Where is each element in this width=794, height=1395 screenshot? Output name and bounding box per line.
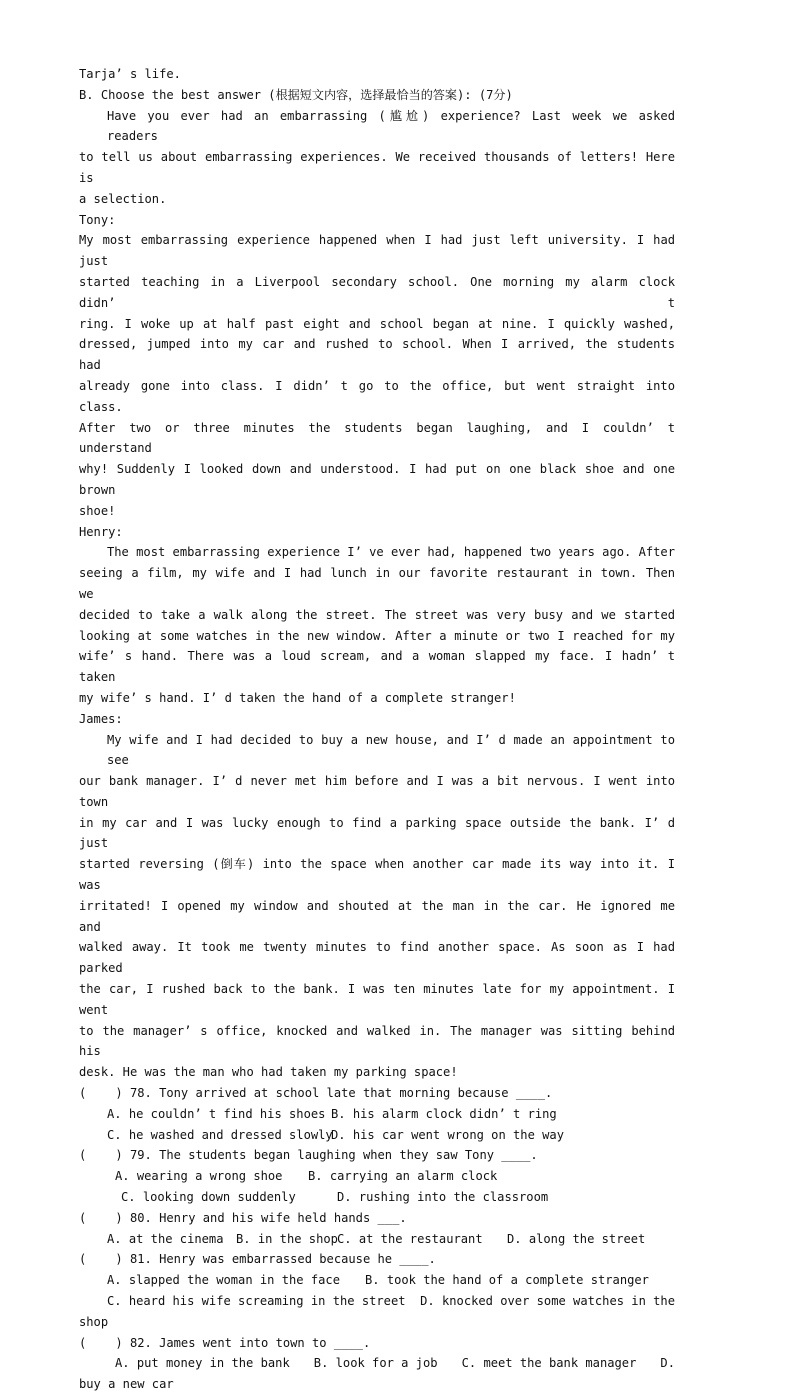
story-line: in my car and I was lucky enough to find a parking space outside the bank. I’ d just (79, 815, 675, 851)
option-a: A. wearing a wrong shoe (115, 1169, 283, 1184)
story-line: After two or three minutes the students began laughing, and I couldn’ t understand (79, 420, 675, 456)
option-d: D. along the street (507, 1231, 646, 1246)
option-row (79, 1104, 675, 1125)
option-b: B. carrying an alarm clock (308, 1169, 498, 1184)
option-a: A. slapped the woman in the face (107, 1273, 340, 1288)
option-a: A. at the cinema (107, 1231, 224, 1246)
story-line: wife’ s hand. There was a loud scream, and a woman slapped my face. I hadn’ t taken (79, 649, 675, 685)
option-c: C. at the restaurant (337, 1231, 483, 1246)
option-c: C. looking down suddenly (121, 1190, 296, 1205)
speaker-name: Henry: (79, 524, 123, 539)
intro-paragraph-line: to tell us about embarrassing experiences. We received thousands of letters! Here is (79, 150, 675, 185)
story-line: decided to take a walk along the street. The street was very busy and we started (79, 607, 675, 622)
option-c: C. he washed and dressed slowly (107, 1127, 333, 1142)
document-page (79, 64, 675, 1395)
story-line: looking at some watches in the new window. After a minute or two I reached for my (79, 628, 675, 643)
option-b: B. look for a job (313, 1356, 438, 1371)
story-line: why! Suddenly I looked down and understood. I had put on one black shoe and one brown (79, 462, 675, 497)
story-line: our bank manager. I’ d never met him before and I was a bit nervous. I went into town (79, 774, 675, 809)
option-d: D. his car went wrong on the way (331, 1127, 564, 1142)
option-c: C. meet the bank manager (461, 1356, 637, 1371)
option-d: D. rushing into the classroom (337, 1190, 549, 1205)
option-row (79, 1353, 675, 1374)
story-line: irritated! I opened my window and shouted at the man in the car. He ignored me and (79, 898, 675, 934)
story-line: seeing a film, my wife and I had lunch in our favorite restaurant in town. Then we (79, 566, 675, 601)
intro-paragraph-line: a selection. (79, 191, 167, 206)
speaker-name: Tony: (79, 212, 116, 227)
story-line: started reversing (倒车) into the space when another car made its way into it. I was (79, 857, 675, 893)
option-row (79, 1291, 675, 1312)
option-a: A. put money in the bank (115, 1356, 290, 1371)
option-c: C. heard his wife screaming in the street (107, 1294, 406, 1309)
option-d-continued: buy a new car (79, 1377, 174, 1392)
option-d: D. knocked over some watches in the (420, 1294, 675, 1309)
question-stem: ( ) 82. James went into town to ____. (79, 1335, 371, 1350)
story-line: dressed, jumped into my car and rushed to school. When I arrived, the students had (79, 337, 675, 373)
option-row (79, 1187, 675, 1208)
story-line: The most embarrassing experience I’ ve ever had, happened two years ago. After (107, 545, 675, 560)
speaker-name: James: (79, 711, 123, 726)
intro-paragraph-line: Have you ever had an embarrassing (尴尬) experience? Last week we asked readers (107, 108, 675, 144)
option-a: A. he couldn’ t find his shoes (107, 1106, 326, 1121)
text-line: Tarja’ s life. (79, 67, 181, 81)
story-line: desk. He was the man who had taken my parking space! (79, 1065, 458, 1080)
question-stem: ( ) 80. Henry and his wife held hands ___. (79, 1210, 407, 1225)
option-row (79, 1166, 675, 1187)
story-line: walked away. It took me twenty minutes to find another space. As soon as I had parked (79, 940, 675, 976)
question-stem: ( ) 79. The students began laughing when they saw Tony ____. (79, 1148, 538, 1163)
option-d: D. (660, 1356, 675, 1371)
option-row (79, 1125, 675, 1146)
question-stem: ( ) 81. Henry was embarrassed because he ____. (79, 1252, 436, 1267)
option-b: B. his alarm clock didn’ t ring (331, 1106, 557, 1121)
story-line: shoe! (79, 503, 116, 518)
story-line: the car, I rushed back to the bank. I was ten minutes late for my appointment. I went (79, 982, 675, 1017)
section-heading: B. Choose the best answer (根据短文内容，选择最恰当的答案): (7分) (79, 87, 513, 102)
story-line: started teaching in a Liverpool secondary school. One morning my alarm clock didn’ t (79, 274, 675, 310)
option-d-continued: shop (79, 1314, 109, 1329)
story-line: already gone into class. I didn’ t go to the office, but went straight into class. (79, 378, 675, 414)
story-line: ring. I woke up at half past eight and school began at nine. I quickly washed, (79, 316, 675, 331)
option-row (79, 1270, 675, 1291)
story-line: to the manager’ s office, knocked and walked in. The manager was sitting behind his (79, 1023, 675, 1059)
story-line: My most embarrassing experience happened when I had just left university. I had just (79, 233, 675, 269)
question-stem: ( ) 78. Tony arrived at school late that morning because ____. (79, 1086, 553, 1101)
option-b: B. in the shop (236, 1231, 338, 1246)
story-line: My wife and I had decided to buy a new house, and I’ d made an appointment to see (107, 732, 675, 768)
option-b: B. took the hand of a complete stranger (365, 1273, 649, 1288)
story-line: my wife’ s hand. I’ d taken the hand of a complete stranger! (79, 690, 516, 705)
option-row (79, 1229, 675, 1250)
